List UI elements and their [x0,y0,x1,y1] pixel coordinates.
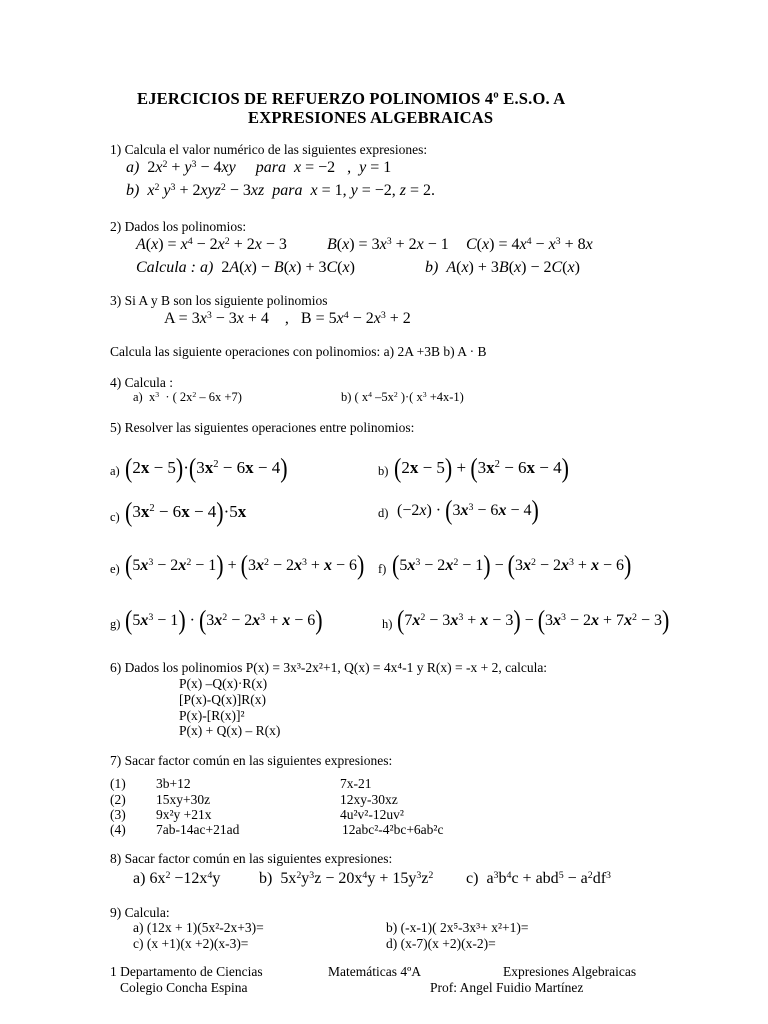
ex8-b-label: b) [259,870,273,887]
ex3-polys: $A = 3x^3 - 3x + 4$ , $B = 5x^4 - 2x^3 + 2$ [164,309,411,327]
ex6-item-2: [P(x)-Q(x)]R(x) [179,692,266,707]
ex1-a-label: a) [126,159,140,176]
title-line-2: EXPRESIONES ALGEBRAICAS [248,108,494,127]
footer-subject: Matemáticas 4ºA [328,964,422,979]
ex2-calcula: Calcula : [136,259,196,276]
ex7-row-1-b: 7x-21 [340,776,372,791]
ex5-e-expr: $(5x^3 - 2x^2 - 1) + (3x^2 - 2x^3 + x - 6)$ [125,548,365,580]
ex5-a-label: a) [110,464,120,478]
ex5-d-label: d) [378,506,389,520]
ex3-ops: Calcula las siguiente operaciones con polinomios: a) 2A +3B b) A · B [110,344,487,359]
ex1-a: a) $2x^2 + y^3 - 4xy$ para x = −2 , y = 1 [126,158,392,176]
ex5-e-label: e) [110,562,120,576]
ex5-d-expr: $(-2x) \cdot (3x^3 - 6x - 4)$ [397,493,539,525]
ex5-a-expr: $(2x - 5)\cdot(3x^2 - 6x - 4)$ [125,451,288,483]
ex9-b: b) (-x-1)( 2x⁵-3x³+ x²+1)= [386,920,529,935]
ex7-row-4-b: 12abc²-4²bc+6ab²c [342,822,444,837]
ex5-g-expr: $(5x^3 - 1) \cdot (3x^2 - 2x^3 + x - 6)$ [125,603,323,635]
ex8-a-label: a) [133,870,146,887]
ex7-statement: 7) Sacar factor común en las siguientes expresiones: [110,753,393,768]
ex1-b: b) $x^2$ $y^3 + 2xyz^2 - 3xz$ para x = 1, y = −2, z = 2. [126,181,436,199]
ex8-c-label: c) [466,870,479,887]
ex8-b: b) $5x^2y^3z - 20x^4y + 15y^3z^2$ [259,869,434,887]
ex7-row-1-num: (1) [110,776,126,791]
ex2-task-a: Calcula : a) 2A(x) − B(x) + 3C(x) [136,259,355,276]
ex9-a: a) (12x + 1)(5x²-2x+3)= [133,920,264,935]
ex8-a: a) $6x^2 -12x^4y$ [133,869,221,887]
ex4-a: a) $x^3$ · ( $2x^2 - 6x +7$) [133,389,242,404]
ex7-row-3-num: (3) [110,807,126,822]
ex5-statement: 5) Resolver las siguientes operaciones entre polinomios: [110,420,415,435]
ex2-poly-b: $B(x) = 3x^3 + 2x - 1$ [327,235,449,253]
ex4-a-label: a) [133,390,143,404]
ex5-f-label: f) [378,562,387,576]
ex8-statement: 8) Sacar factor común en las siguientes expresiones: [110,851,393,866]
ex5-g-label: g) [110,617,121,631]
ex6-item-1: P(x) –Q(x)·R(x) [179,676,268,691]
ex7-row-2-a: 15xy+30z [156,792,211,807]
ex2-a-label: a) [200,259,214,276]
ex7-row-3-a: 9x²y +21x [156,807,212,822]
footer-department: 1 Departamento de Ciencias [110,964,263,979]
ex2-b-label: b) [425,259,439,276]
ex1-a-cond: para [255,159,286,176]
ex5-b-label: b) [378,464,389,478]
ex1-b-label: b) [126,182,140,199]
ex3-statement: 3) Si A y B son los siguiente polinomios [110,293,328,308]
ex7-row-3-b: 4u²v²-12uv² [340,807,404,822]
ex5-b-expr: $(2x - 5) + (3x^2 - 6x - 4)$ [394,451,569,483]
ex1-b-cond: para [272,182,303,199]
ex5-c-expr: $(3x^2 - 6x - 4)\cdot 5x$ [125,495,247,527]
ex7-row-2-b: 12xy-30xz [340,792,398,807]
ex5-f-expr: $(5x^3 - 2x^2 - 1) - (3x^2 - 2x^3 + x - 6)$ [392,548,632,580]
ex8-c: c) $a^3b^4c + abd^5 - a^2df^3$ [466,869,611,887]
ex2-task-b: b) A(x) + 3B(x) − 2C(x) [425,259,580,276]
ex6-statement: 6) Dados los polinomios P(x) = 3x³-2x²+1, Q(x) = 4x⁴-1 y R(x) = -x + 2, calcula: [110,660,548,675]
ex6-item-4: P(x) + Q(x) – R(x) [179,723,281,738]
ex9-d: d) (x-7)(x +2)(x-2)= [386,936,496,951]
footer-teacher: Prof: Angel Fuidio Martínez [430,980,584,995]
ex4-statement: 4) Calcula : [110,375,173,390]
ex2-statement: 2) Dados los polinomios: [110,219,247,234]
ex6-item-3: P(x)-[R(x)]² [179,708,245,723]
footer-topic: Expresiones Algebraicas [503,964,637,979]
ex7-row-4-num: (4) [110,822,126,837]
ex5-h-label: h) [382,617,393,631]
footer-school: Colegio Concha Espina [120,980,248,995]
ex9-c: c) (x +1)(x +2)(x-3)= [133,936,249,951]
ex7-row-2-num: (2) [110,792,126,807]
ex5-c-label: c) [110,510,120,524]
ex7-row-1-a: 3b+12 [156,776,191,791]
ex2-poly-a: $A(x) = x^4 - 2x^2 + 2x - 3$ [136,235,287,253]
ex5-h-expr: $(7x^2 - 3x^3 + x - 3) - (3x^3 - 2x + 7x^2 - 3)$ [397,603,670,635]
ex7-row-4-a: 7ab-14ac+21ad [156,822,240,837]
ex1-statement: 1) Calcula el valor numérico de las siguientes expresiones: [110,142,428,157]
ex9-statement: 9) Calcula: [110,905,170,920]
ex4-b: b) ( $x^4$ $-5x^2$ )·( $x^3 +4x-1$) [341,389,464,404]
title-line-1: EJERCICIOS DE REFUERZO POLINOMIOS 4º E.S.O. A [137,89,566,108]
ex2-poly-c: $C(x) = 4x^4 - x^3 + 8x$ [466,235,593,253]
